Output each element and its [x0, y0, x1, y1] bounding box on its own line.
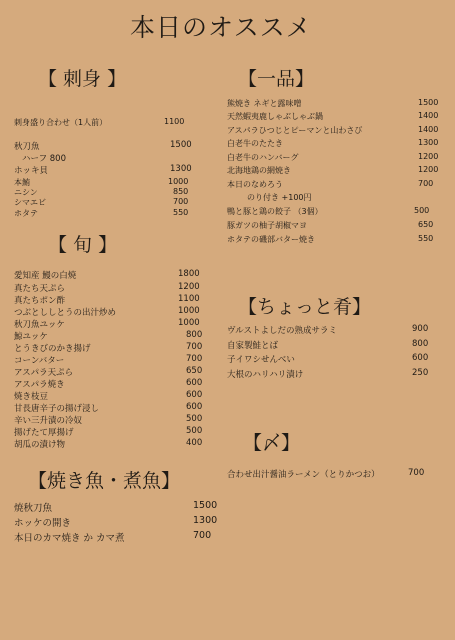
item-price: 600	[186, 402, 203, 412]
item-name: 本日のカマ焼き か カマ煮	[14, 533, 125, 544]
item-price: 1000	[178, 306, 200, 316]
menu-item	[227, 368, 429, 380]
item-price: 650	[418, 220, 434, 229]
item-price: 850	[173, 187, 189, 196]
item-name: 合わせ出汁醤油ラーメン（とりかつお）	[227, 470, 380, 480]
item-price: 650	[186, 366, 203, 376]
menu-item	[14, 438, 203, 450]
item-price: 700	[173, 197, 189, 206]
menu-item	[227, 206, 430, 217]
item-price: 400	[186, 438, 203, 448]
menu-item	[14, 390, 203, 402]
item-price: 1000	[178, 318, 200, 328]
item-price: 1500	[418, 98, 439, 107]
menu-item	[227, 98, 439, 109]
section-heading-shun: 【 旬 】	[48, 234, 118, 256]
menu-item	[14, 208, 189, 219]
item-name: 揚げたて厚揚げ	[14, 428, 74, 438]
menu-item	[227, 152, 439, 163]
item-name: 北海地鶏の網焼き	[227, 166, 291, 175]
item-name: 本日のなめろう	[227, 180, 283, 189]
item-price: 1300	[193, 515, 218, 526]
menu-item	[227, 324, 429, 336]
item-name: 秋刀魚	[14, 142, 40, 152]
item-name: 鴨と豚と鶏の餃子 （3個）	[227, 207, 323, 216]
menu-item	[14, 366, 203, 378]
item-name: ホタテの磯部バター焼き	[227, 235, 315, 244]
item-name: 刺身盛り合わせ（1人前）	[14, 118, 108, 127]
item-name: 甘長唐辛子の揚げ浸し	[14, 404, 100, 414]
menu-item	[14, 414, 203, 426]
item-name: 白老牛のハンバーグ	[227, 153, 299, 162]
item-price: 700	[408, 468, 425, 478]
menu-item	[14, 318, 200, 330]
item-price: 1400	[418, 111, 439, 120]
item-price: 1200	[418, 165, 439, 174]
menu-item	[227, 468, 425, 480]
menu-item	[227, 179, 434, 190]
item-price: 500	[186, 426, 203, 436]
item-name: のり付き +100円	[247, 193, 312, 202]
item-price: 1000	[168, 177, 189, 186]
menu-item	[227, 111, 439, 122]
item-name: シマエビ	[14, 198, 46, 207]
menu-item	[14, 342, 203, 354]
item-name: コーンバター	[14, 356, 65, 366]
menu-item	[227, 138, 439, 149]
section-heading-shime: 【〆】	[243, 432, 301, 454]
item-name: 本鮪	[14, 178, 30, 187]
item-price: 700	[193, 530, 212, 541]
item-price: 550	[418, 234, 434, 243]
menu-item	[14, 294, 200, 306]
menu-item	[14, 282, 200, 294]
item-name: 子イワシせんべい	[227, 355, 295, 365]
item-price: 700	[186, 354, 203, 364]
menu-item	[22, 152, 66, 164]
menu-item	[14, 117, 185, 128]
menu-item	[14, 269, 200, 281]
item-price: 900	[412, 324, 429, 334]
item-price: 1100	[178, 294, 200, 304]
menu-item	[14, 164, 192, 176]
menu-item	[14, 530, 212, 544]
menu-item	[14, 306, 200, 318]
menu-item	[227, 353, 429, 365]
item-price: 800	[186, 330, 203, 340]
item-name: 豚ガツの柚子胡椒マヨ	[227, 221, 307, 230]
item-name: ニシン	[14, 188, 38, 197]
item-name: つぶとししとうの出汁炒め	[14, 308, 117, 318]
item-price: 700	[186, 342, 203, 352]
item-name: 真たち天ぷら	[14, 284, 66, 294]
menu-item	[227, 339, 429, 351]
menu-item	[227, 165, 439, 176]
menu-item	[14, 500, 218, 514]
item-name: 焼秋刀魚	[14, 503, 53, 514]
item-name: ホッキ貝	[14, 166, 49, 176]
menu-item	[14, 402, 203, 414]
item-price: 1400	[418, 125, 439, 134]
item-price: 1200	[418, 152, 439, 161]
item-price: 1100	[164, 117, 185, 126]
menu-item	[247, 192, 312, 203]
item-name: 自家製鮭とば	[227, 341, 279, 351]
item-name: 秋刀魚ユッケ	[14, 320, 65, 330]
section-heading-sakana: 【ちょっと肴】	[238, 296, 372, 318]
menu-item	[227, 220, 434, 231]
menu-item	[14, 330, 203, 342]
menu-item	[14, 197, 189, 208]
item-name: 熊焼き ネギと露味噌	[227, 99, 302, 108]
item-price: 1500	[170, 140, 192, 150]
item-price: 550	[173, 208, 189, 217]
item-name: ハーフ 800	[22, 154, 67, 164]
item-name: 愛知産 鰻の白焼	[14, 271, 77, 281]
item-name: アスパラひつじとピーマンと山わさび	[227, 126, 363, 135]
item-price: 1300	[170, 164, 192, 174]
menu-item	[227, 125, 439, 136]
item-price: 500	[414, 206, 430, 215]
page-title: 本日のオススメ	[130, 13, 312, 42]
item-name: 焼き枝豆	[14, 392, 49, 402]
item-price: 600	[186, 378, 203, 388]
item-name: 大根のハリハリ漬け	[227, 370, 304, 380]
menu-item	[227, 234, 434, 245]
item-name: ヴルストよしだの熟成サラミ	[227, 326, 337, 336]
section-heading-yakizakana: 【焼き魚・煮魚】	[28, 470, 181, 492]
item-price: 600	[186, 390, 203, 400]
item-price: 1300	[418, 138, 439, 147]
item-name: アスパラ天ぷら	[14, 368, 74, 378]
menu-item	[14, 354, 203, 366]
item-price: 700	[418, 179, 434, 188]
menu-item	[14, 426, 203, 438]
section-heading-ippin: 【一品】	[238, 68, 315, 90]
item-name: 白老牛のたたき	[227, 139, 283, 148]
item-name: アスパラ焼き	[14, 380, 65, 390]
menu-item	[14, 378, 203, 390]
item-price: 1200	[178, 282, 200, 292]
item-price: 1800	[178, 269, 200, 279]
item-name: とうきびのかき揚げ	[14, 344, 91, 354]
item-price: 1500	[193, 500, 218, 511]
item-price: 250	[412, 368, 429, 378]
section-heading-sashimi: 【 刺身 】	[38, 68, 127, 90]
item-price: 500	[186, 414, 203, 424]
item-name: 胡瓜の漬け物	[14, 440, 66, 450]
item-price: 600	[412, 353, 429, 363]
item-name: ホタテ	[14, 209, 38, 218]
item-name: 鯨ユッケ	[14, 332, 48, 342]
item-price: 800	[412, 339, 429, 349]
menu-item	[14, 515, 218, 529]
item-name: 天然蝦夷鹿しゃぶしゃぶ鍋	[227, 112, 323, 121]
menu-item	[14, 140, 192, 152]
item-name: 辛い三升漬の冷奴	[14, 416, 83, 426]
item-name: ホッケの開き	[14, 518, 72, 529]
item-name: 真たちポン酢	[14, 296, 66, 306]
